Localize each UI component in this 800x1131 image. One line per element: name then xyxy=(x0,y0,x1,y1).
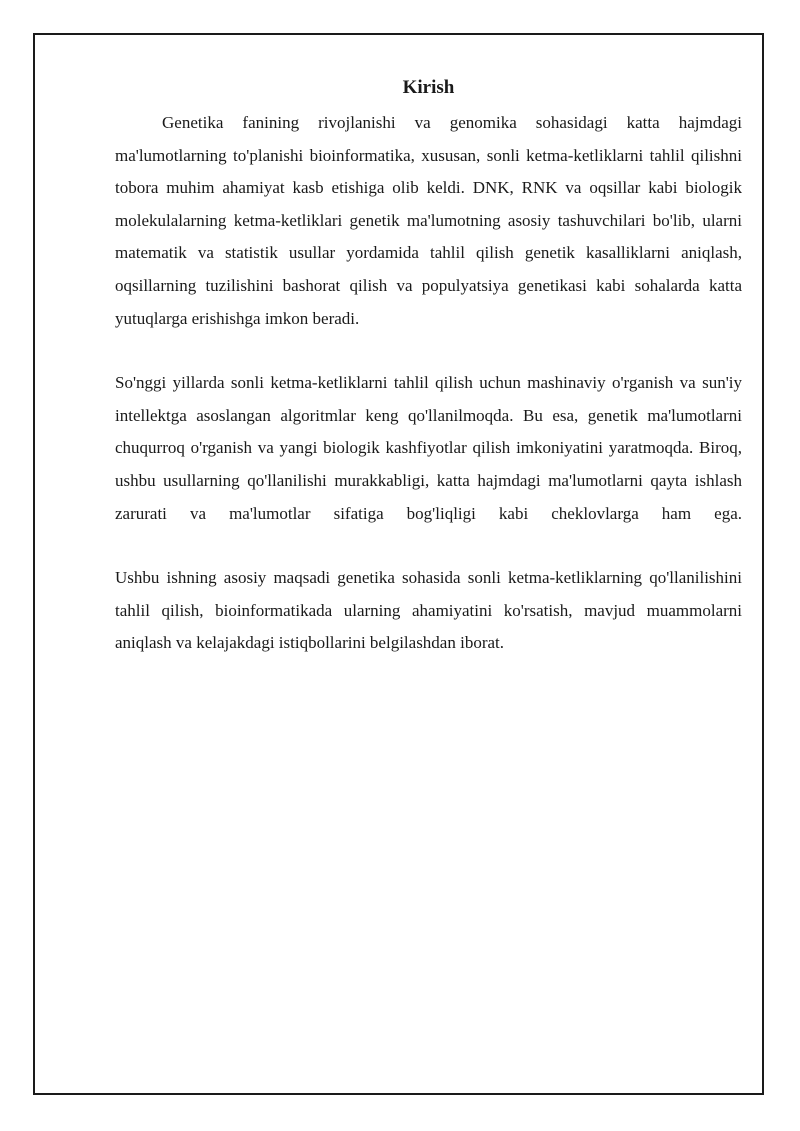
paragraph-gap xyxy=(115,335,742,367)
document-title: Kirish xyxy=(402,77,455,98)
paragraph-3: Ushbu ishning asosiy maqsadi genetika sohasida sonli ketma-ketliklarning qo'llanilishini tahlil qilish, bioinformatikada ularning ahamiyatini ko'rsatish, mavjud muammolarni aniqlash va kelajakdagi istiqbollarini belgilashdan iborat. xyxy=(115,568,742,653)
paragraph-1: Genetika fanining rivojlanishi va genomika sohasidagi katta hajmdagi ma'lumotlarning to'planishi bioinformatika, xususan, sonli ketma-ketliklarni tahlil qilishni tobora muhim ahamiyat kasb etishiga olib keldi. DNK, RNK va oqsillar kabi biologik molekulalarning ketma-ketliklari genetik ma'lumotning asosiy tashuvchilari bo'lib, ularni matematik va statistik usullar yordamida tahlil qilish genetik kasalliklarni aniqlash, oqsillarning tuzilishini bashorat qilish va populyatsiya genetikasi kabi sohalarda katta yutuqlarga erishishga imkon beradi. xyxy=(115,113,742,328)
paragraph-2: So'nggi yillarda sonli ketma-ketliklarni tahlil qilish uchun mashinaviy o'rganish va sun'iy intellektga asoslangan algoritmlar keng qo'llanilmoqda. Bu esa, genetik ma'lumotlarni chuqurroq o'rganish va yangi biologik kashfiyotlar qilish imkoniyatini yaratmoqda. Biroq, ushbu usullarning qo'llanilishi murakkabligi, katta hajmdagi ma'lumotlarni qayta ishlash zarurati va ma'lumotlar sifatiga bog'liqligi kabi cheklovlarga ham ega. xyxy=(115,373,742,523)
document-body xyxy=(115,76,742,660)
paragraph-gap xyxy=(115,530,742,562)
